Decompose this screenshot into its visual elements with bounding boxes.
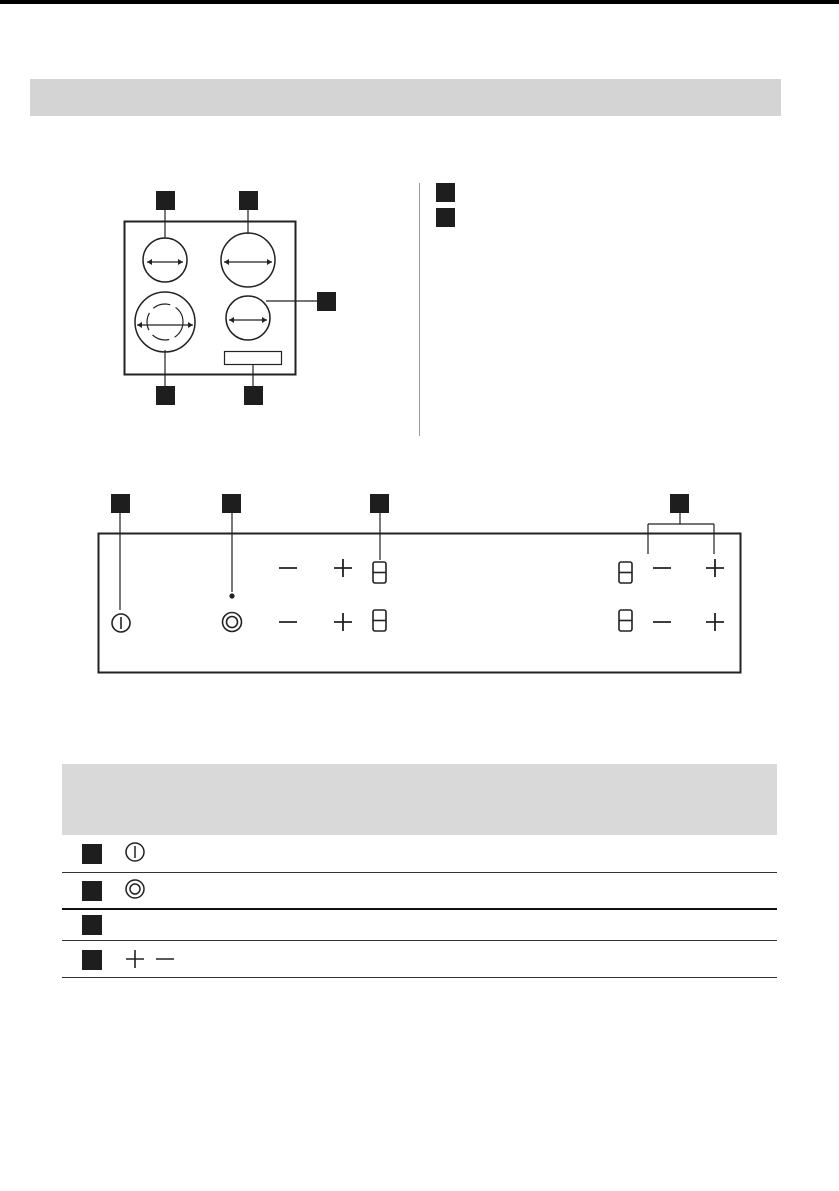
table-header [62, 764, 777, 835]
callout-marker [370, 494, 389, 513]
seven-segment-display-icon [617, 560, 635, 586]
minus-icon[interactable] [278, 558, 298, 578]
minus-icon[interactable] [652, 558, 672, 578]
row-marker [82, 915, 102, 935]
pause-icon [124, 878, 146, 900]
seven-segment-display-icon [371, 560, 389, 586]
minus-icon [154, 948, 176, 970]
table-row [62, 835, 777, 872]
table-row [62, 873, 777, 908]
row-marker [82, 950, 102, 970]
power-icon [124, 841, 146, 863]
seven-segment-display-icon [617, 608, 635, 634]
callout-marker [222, 494, 241, 513]
row-marker [82, 844, 102, 864]
plus-icon[interactable] [705, 612, 725, 632]
power-icon[interactable] [110, 612, 132, 634]
table-row [62, 941, 777, 977]
plus-icon[interactable] [333, 612, 353, 632]
callout-marker [111, 494, 130, 513]
seven-segment-display-icon [371, 608, 389, 634]
minus-icon[interactable] [652, 612, 672, 632]
callout-marker [670, 494, 689, 513]
plus-icon [124, 948, 146, 970]
pause-icon[interactable] [221, 611, 243, 633]
plus-icon[interactable] [705, 558, 725, 578]
table-row [62, 910, 777, 940]
minus-icon[interactable] [278, 612, 298, 632]
indicator-dot-icon [228, 592, 236, 600]
plus-icon[interactable] [333, 558, 353, 578]
row-marker [82, 881, 102, 901]
row-divider [62, 977, 777, 978]
